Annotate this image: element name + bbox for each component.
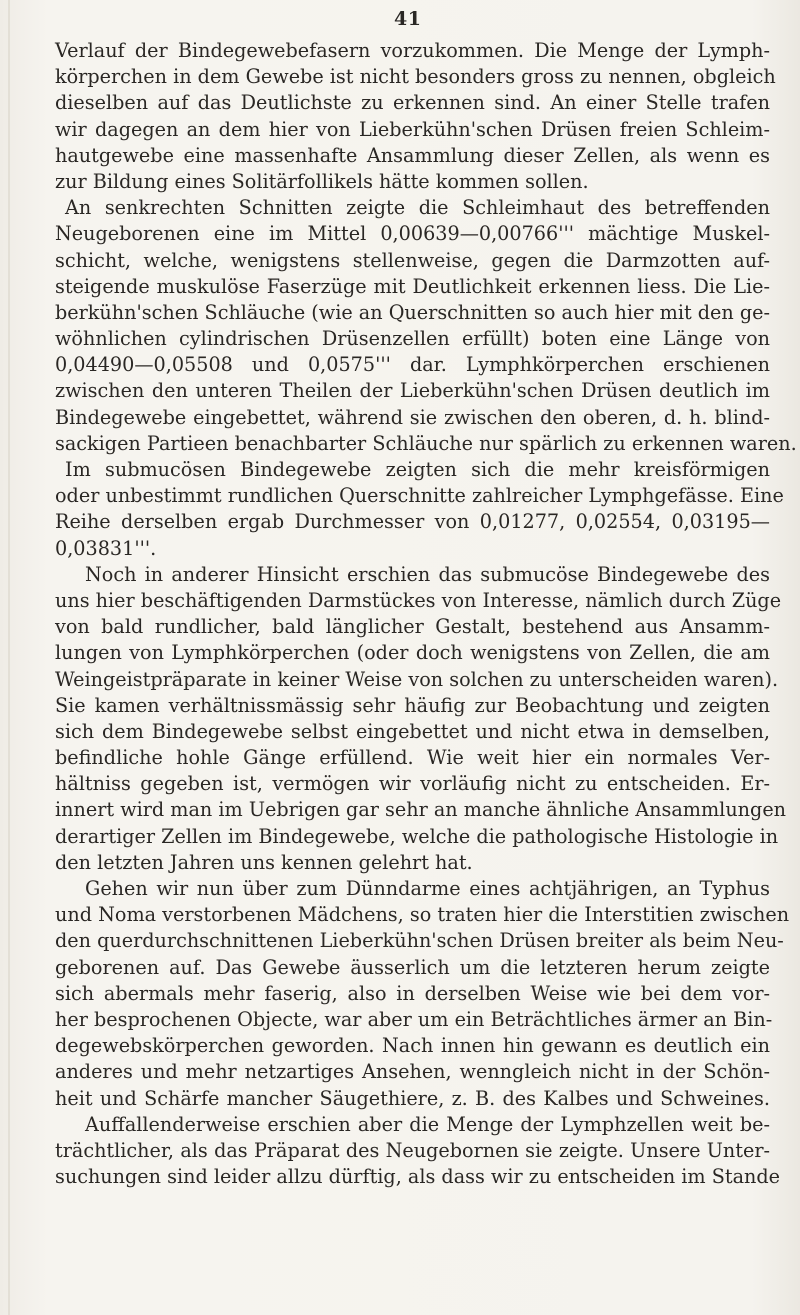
text-line: von bald rundlicher, bald länglicher Gestalt, bestehend aus Ansamm- [55,615,770,639]
text-line: lungen von Lymphkörperchen (oder doch wenigstens von Zellen, die am [55,641,770,665]
text-line: suchungen sind leider allzu dürftig, als dass wir zu entscheiden im Stande [55,1165,781,1189]
text-line: 0,04490—0,05508 und 0,0575''' dar. Lymphkörperchen erschienen [55,353,770,377]
page-number: 41 [394,8,422,30]
text-line: sackigen Partieen benachbarter Schläuche nur spärlich zu erkennen waren. [55,431,797,455]
text-line: körperchen in dem Gewebe ist nicht besonders gross zu nennen, obgleich [55,65,776,89]
text-line: her besprochenen Objecte, war aber um ein Beträchtliches ärmer an Bin- [55,1007,773,1031]
text-line: Verlauf der Bindegewebefasern vorzukommen. Die Menge der Lymph- [55,39,770,62]
text-line: 0,03831'''. [55,536,157,560]
text-line: trächtlicher, als das Präparat des Neugebornen sie zeigte. Unsere Unter- [55,1138,770,1162]
text-line: Gehen wir nun über zum Dünndarme eines achtjährigen, an Typhus [85,877,770,900]
text-line: und Noma verstorbenen Mädchens, so traten hier die Interstitien zwischen [55,903,790,927]
text-line: hältniss gegeben ist, vermögen wir vorläufig nicht zu entscheiden. Er- [55,772,770,796]
text-line: innert wird man im Uebrigen gar sehr an manche ähnliche Ansammlungen [55,798,787,822]
text-line: den letzten Jahren uns kennen gelehrt hat. [55,850,473,874]
text-line: Weingeistpräparate in keiner Weise von solchen zu unterscheiden waren). [55,667,779,691]
text-line: heit und Schärfe mancher Säugethiere, z. B. des Kalbes und Schweines. [55,1086,770,1110]
text-line: An senkrechten Schnitten zeigte die Schleimhaut des betreffenden [65,196,770,220]
text-line: Neugeborenen eine im Mittel 0,00639—0,00766''' mächtige Muskel- [55,222,770,246]
text-line: uns hier beschäftigenden Darmstückes von Interesse, nämlich durch Züge [55,588,782,612]
text-line: sich abermals mehr faserig, also in derselben Weise wie bei dem vor- [55,981,770,1005]
text-line: Auffallenderweise erschien aber die Menge der Lymphzellen weit be- [85,1112,770,1136]
text-line: Im submucösen Bindegewebe zeigten sich die mehr kreisförmigen [65,458,770,481]
text-line: Bindegewebe eingebettet, während sie zwischen den oberen, d. h. blind- [55,405,770,429]
page-edge-shadow [8,0,10,1315]
text-line: sich dem Bindegewebe selbst eingebettet und nicht etwa in demselben, [55,719,770,743]
text-line: steigende muskulöse Faserzüge mit Deutlichkeit erkennen liess. Die Lie- [55,274,770,298]
text-line: berkühn'schen Schläuche (wie an Querschnitten so auch hier mit den ge- [55,300,770,324]
text-line: degewebskörperchen geworden. Nach innen hin gewann es deutlich ein [55,1034,770,1058]
text-line: derartiger Zellen im Bindegewebe, welche die pathologische Histologie in [55,824,779,848]
text-line: befindliche hohle Gänge erfüllend. Wie weit hier ein normales Ver- [55,746,770,770]
text-line: dieselben auf das Deutlichste zu erkennen sind. An einer Stelle trafen [55,91,770,115]
text-line: oder unbestimmt rundlichen Querschnitte zahlreicher Lymphgefässe. Eine [55,484,784,508]
text-line: schicht, welche, wenigstens stellenweise, gegen die Darmzotten auf- [55,248,770,272]
text-line: Reihe derselben ergab Durchmesser von 0,01277, 0,02554, 0,03195— [55,510,770,534]
text-line: zur Bildung eines Solitärfollikels hätte kommen sollen. [55,169,589,193]
text-line: zwischen den unteren Theilen der Lieberkühn'schen Drüsen deutlich im [55,379,770,403]
text-line: wir dagegen an dem hier von Lieberkühn'schen Drüsen freien Schleim- [55,117,770,141]
text-line: den querdurchschnittenen Lieberkühn'schen Drüsen breiter als beim Neu- [55,929,784,953]
body-text [55,38,797,1190]
text-line: anderes und mehr netzartiges Ansehen, wenngleich nicht in der Schön- [55,1060,770,1084]
text-line: wöhnlichen cylindrischen Drüsenzellen erfüllt) boten eine Länge von [55,327,770,351]
text-line: geborenen auf. Das Gewebe äusserlich um die letzteren herum zeigte [55,955,770,979]
text-line: Noch in anderer Hinsicht erschien das submucöse Bindegewebe des [85,562,770,586]
text-line: Sie kamen verhältnissmässig sehr häufig zur Beobachtung und zeigten [55,693,770,717]
text-line: hautgewebe eine massenhafte Ansammlung dieser Zellen, als wenn es [55,143,770,167]
